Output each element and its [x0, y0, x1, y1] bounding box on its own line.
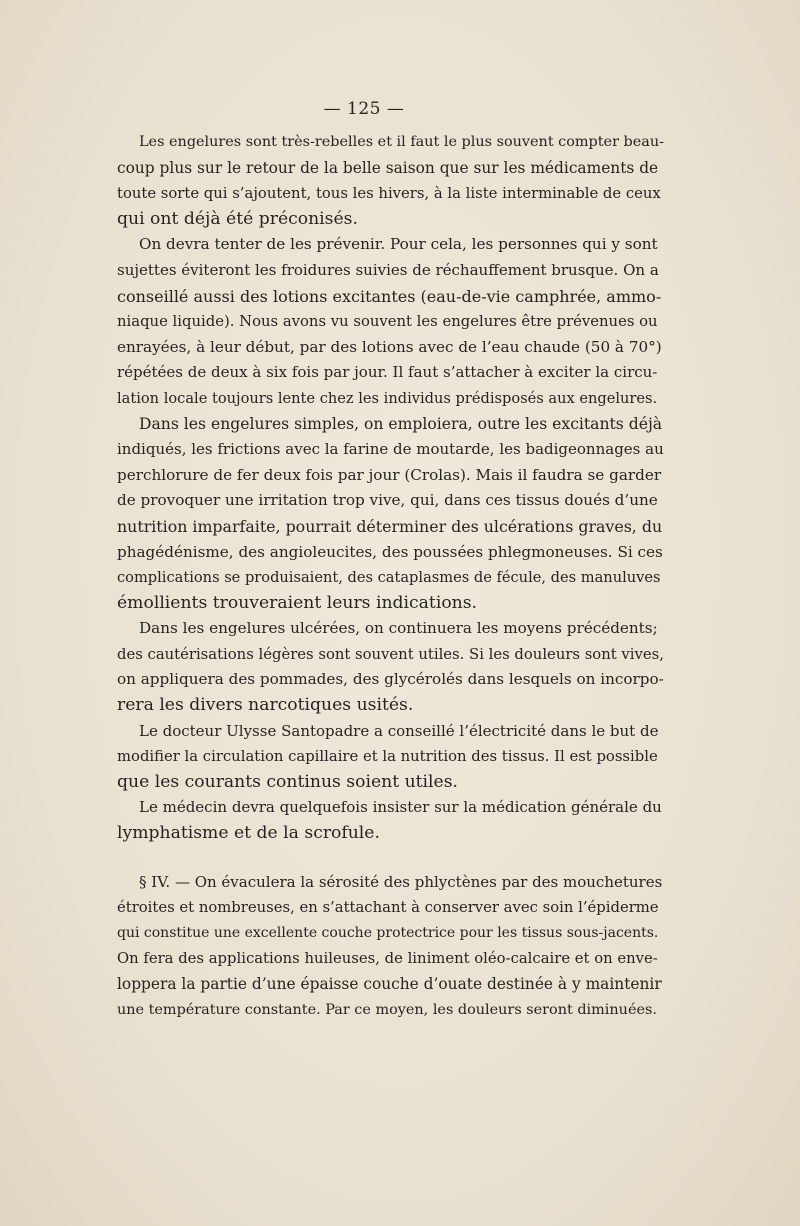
text-line: une température constante. Par ce moyen, les douleurs seront diminuées.: [117, 1001, 657, 1018]
text-line: sujettes éviteront les froidures suivies de réchauffement brusque. On a: [117, 260, 659, 279]
text-line: On fera des applications huileuses, de liniment oléo-calcaire et on enve-: [117, 950, 658, 968]
text-line: on appliquera des pommades, des glycérolés dans lesquels on incorpo-: [117, 670, 664, 689]
text-line: Les engelures sont très-rebelles et il faut le plus souvent compter beau-: [139, 134, 664, 150]
paragraph-4: [95, 616, 664, 718]
text-line: modifier la circulation capillaire et la nutrition des tissus. Il est possible: [117, 748, 658, 766]
text-line: lymphatisme et de la scrofule.: [117, 823, 380, 844]
paragraph-2: [95, 232, 662, 411]
text-line: qui ont déjà été préconisés.: [117, 208, 358, 229]
page-number: — 125 —: [323, 99, 405, 119]
text-line: conseillé aussi des lotions excitantes (eau-de-vie camphrée, ammo-: [117, 286, 662, 306]
text-line: loppera la partie d’une épaisse couche d’ouate destinée à y maintenir: [117, 975, 662, 993]
text-line: niaque liquide). Nous avons vu souvent les engelures être prévenues ou: [117, 313, 658, 331]
text-line: § IV. — On évaculera la sérosité des phlyctènes par des mouchetures: [139, 872, 663, 891]
section-iv-paragraph: [95, 870, 663, 1024]
text-line: complications se produisaient, des cataplasmes de fécule, des manuluves: [117, 569, 661, 587]
text-line: On devra tenter de les prévenir. Pour cela, les personnes qui y sont: [139, 235, 658, 254]
text-line: enrayées, à leur début, par des lotions avec de l’eau chaude (50 à 70°): [117, 337, 662, 356]
text-line: lation locale toujours lente chez les individus prédisposés aux engelures.: [117, 389, 658, 407]
text-line: de provoquer une irritation trop vive, qui, dans ces tissus doués d’une: [117, 491, 658, 510]
text-line: que les courants continus soient utiles.: [117, 771, 458, 792]
text-line: étroites et nombreuses, en s’attachant à conserver avec soin l’épiderme: [117, 899, 659, 917]
text-line: qui constitue une excellente couche protectrice pour les tissus sous-jacents.: [117, 924, 659, 941]
text-line: répétées de deux à six fois par jour. Il faut s’attacher à exciter la circu-: [117, 363, 658, 382]
text-line: toute sorte qui s’ajoutent, tous les hivers, à la liste interminable de ceux: [117, 185, 661, 203]
text-line: des cautérisations légères sont souvent utiles. Si les douleurs sont vives,: [117, 645, 664, 663]
text-line: Dans les engelures simples, on emploiera, outre les excitants déjà: [139, 414, 663, 433]
text-line: phagédénisme, des angioleucites, des poussées phlegmoneuses. Si ces: [117, 542, 663, 561]
text-line: émollients trouveraient leurs indications.: [117, 592, 478, 613]
paragraph-5: [95, 719, 659, 796]
paragraph-1: [95, 130, 664, 232]
text-line: rera les divers narcotiques usités.: [117, 695, 414, 716]
body-text: [95, 130, 664, 1023]
text-line: Le médecin devra quelquefois insister sur la médication générale du: [139, 798, 662, 817]
text-line: Dans les engelures ulcérées, on continuera les moyens précédents;: [139, 619, 658, 638]
text-line: Le docteur Ulysse Santopadre a conseillé l’électricité dans le but de: [139, 721, 659, 740]
text-line: indiqués, les frictions avec la farine de moutarde, les badigeonnages au: [117, 440, 664, 459]
text-line: nutrition imparfaite, pourrait déterminer des ulcérations graves, du: [117, 516, 663, 536]
text-line: perchlorure de fer deux fois par jour (Crolas). Mais il faudra se garder: [117, 465, 662, 484]
text-line: coup plus sur le retour de la belle saison que sur les médicaments de: [117, 158, 659, 177]
paragraph-3: [95, 412, 664, 617]
paragraph-6: [95, 795, 662, 846]
